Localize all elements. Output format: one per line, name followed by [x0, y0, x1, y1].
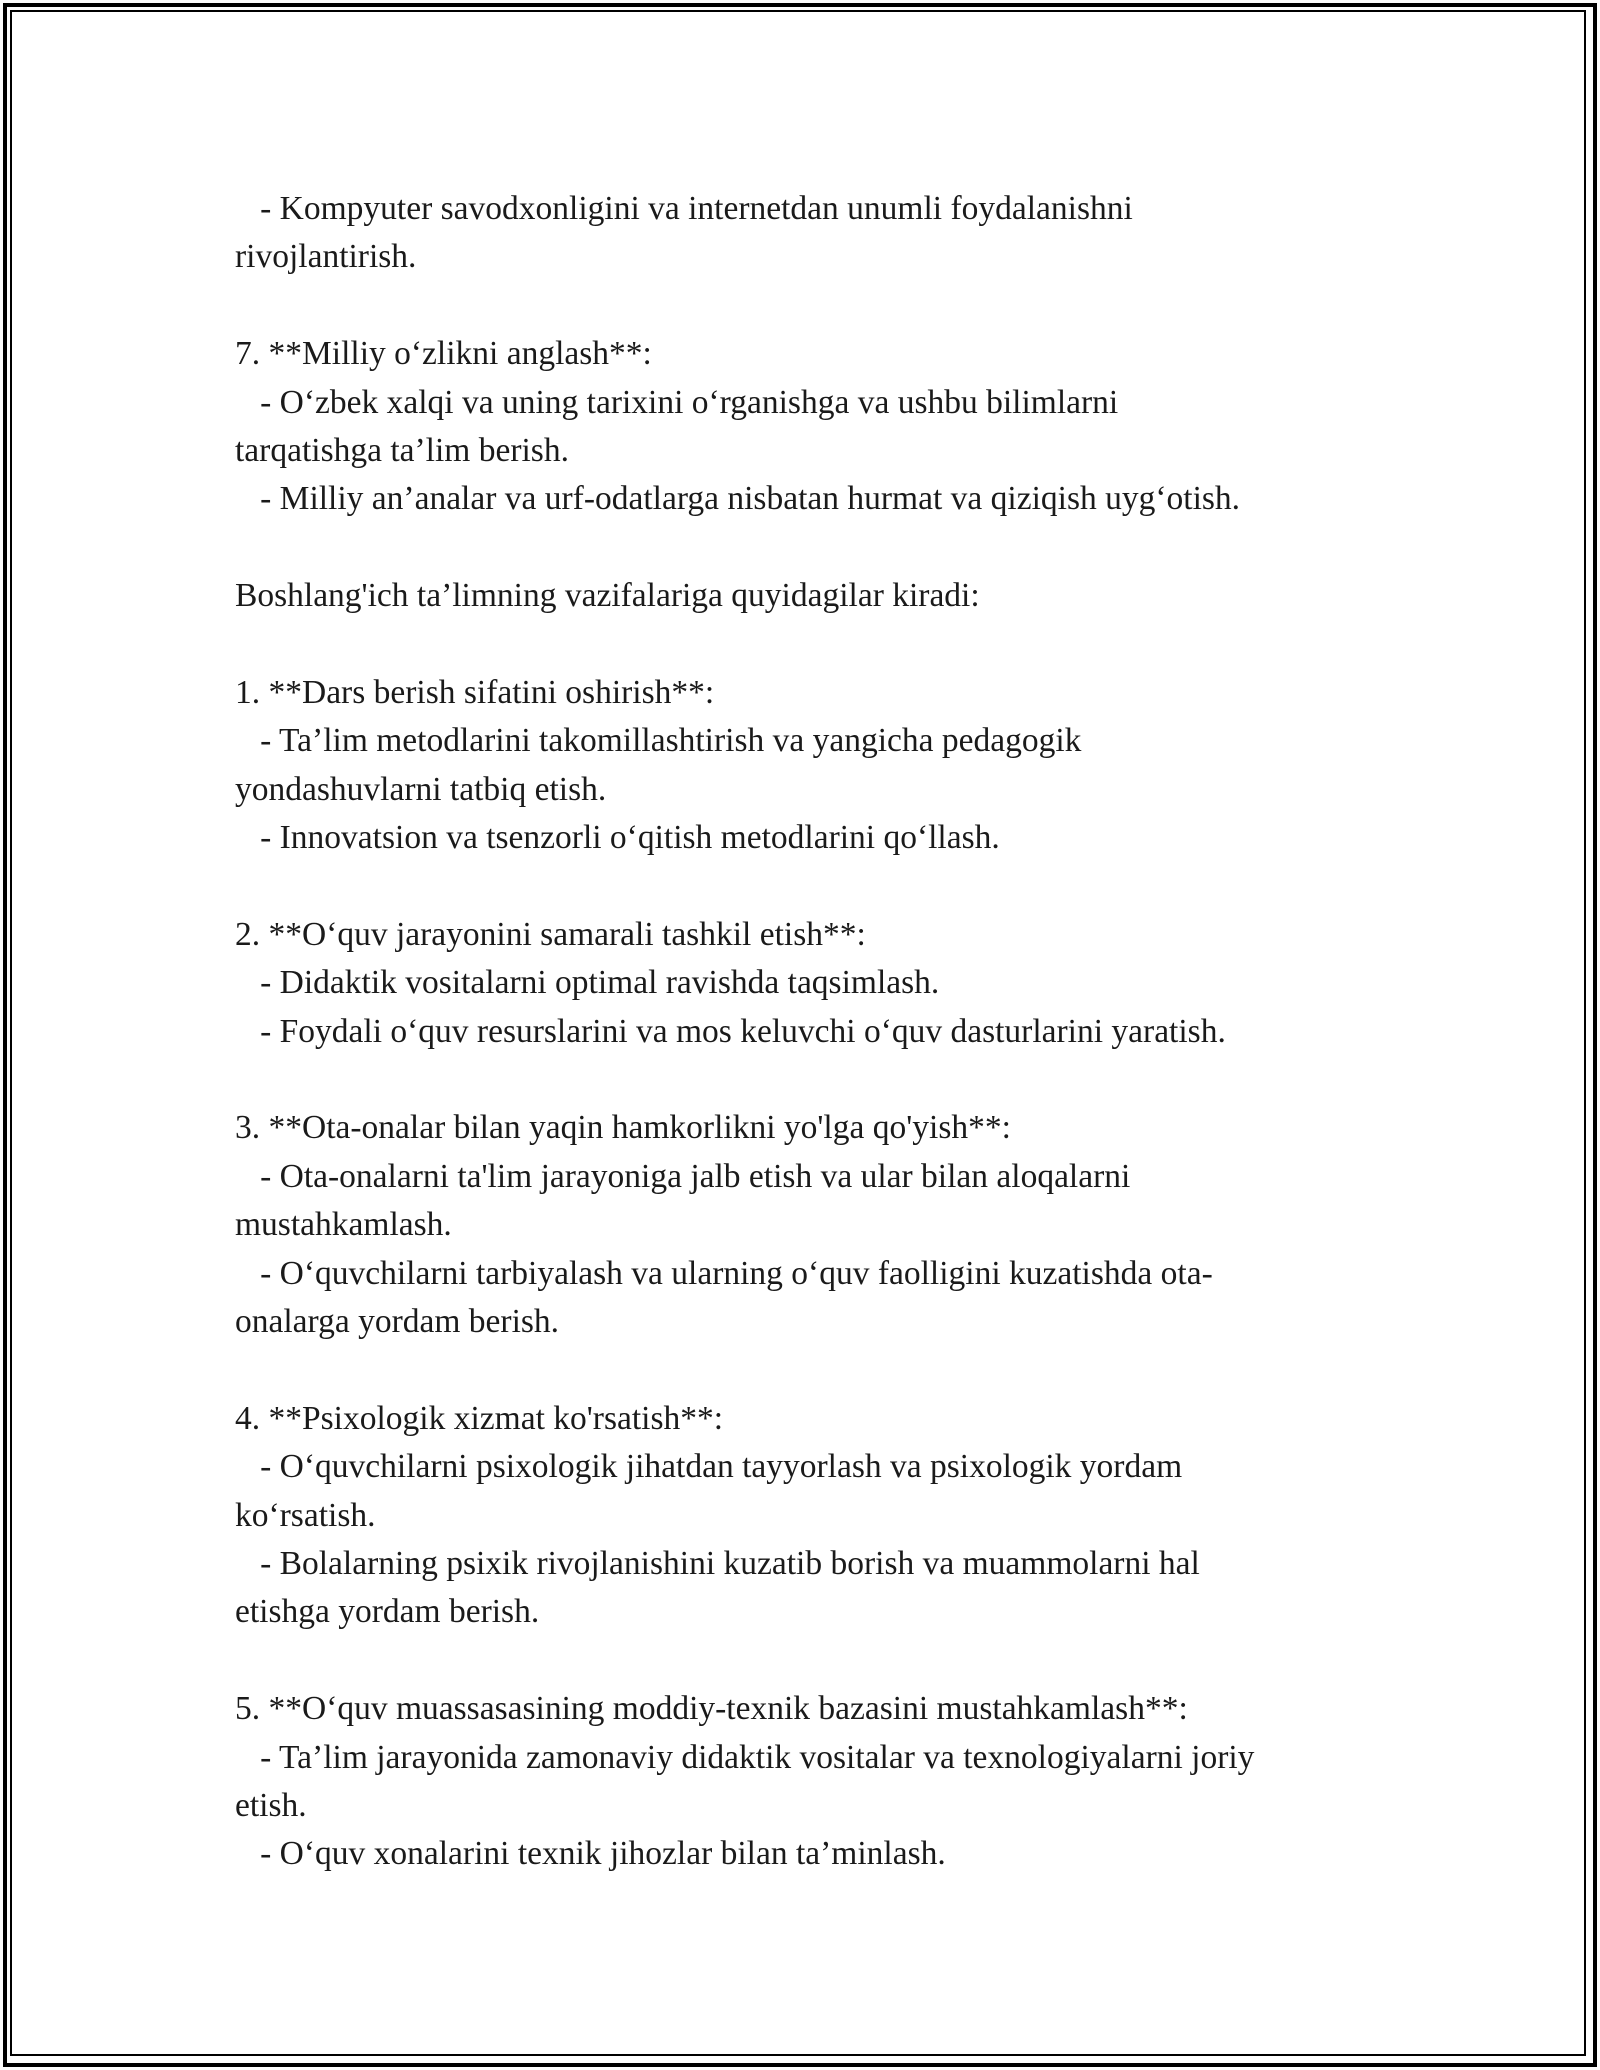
- text-line: etish.: [235, 1786, 307, 1824]
- intro-paragraph: Boshlang'ich ta’limning vazifalariga quyidagilar kiradi:: [235, 577, 980, 615]
- section-heading: 2. **O‘quv jarayonini samarali tashkil etish**:: [235, 915, 866, 953]
- text-line: - Innovatsion va tsenzorli o‘qitish metodlarini qo‘llash.: [235, 819, 1000, 857]
- text-line: - Foydali o‘quv resurslarini va mos keluvchi o‘quv dasturlarini yaratish.: [235, 1012, 1226, 1050]
- text-line: - Milliy an’analar va urf-odatlarga nisbatan hurmat va qiziqish uyg‘otish.: [235, 480, 1241, 518]
- section-heading: 5. **O‘quv muassasasining moddiy-texnik bazasini mustahkamlash**:: [235, 1690, 1188, 1728]
- blank-line: [235, 1346, 1375, 1394]
- section-heading: 7. **Milliy o‘zlikni anglash**:: [235, 335, 652, 373]
- blank-line: [235, 621, 1375, 669]
- text-line: tarqatishga ta’lim berish.: [235, 431, 569, 469]
- text-line: - O‘zbek xalqi va uning tarixini o‘rganishga va ushbu bilimlarni: [235, 383, 1119, 421]
- text-line: - O‘quvchilarni tarbiyalash va ularning o‘quv faolligini kuzatishda ota-: [235, 1254, 1213, 1292]
- blank-line: [235, 282, 1375, 330]
- section-heading: 1. **Dars berish sifatini oshirish**:: [235, 673, 715, 711]
- text-line: ko‘rsatish.: [235, 1496, 376, 1534]
- blank-line: [235, 862, 1375, 910]
- text-line: - Kompyuter savodxonligini va internetdan unumli foydalanishni: [235, 190, 1133, 227]
- section-heading: 4. **Psixologik xizmat ko'rsatish**:: [235, 1399, 724, 1437]
- section-heading: 3. **Ota-onalar bilan yaqin hamkorlikni yo'lga qo'yish**:: [235, 1109, 1011, 1147]
- text-line: - O‘quvchilarni psixologik jihatdan tayyorlash va psixologik yordam: [235, 1448, 1183, 1486]
- text-line: yondashuvlarni tatbiq etish.: [235, 770, 607, 808]
- text-line: - Didaktik vositalarni optimal ravishda taqsimlash.: [235, 964, 940, 1002]
- text-line: mustahkamlash.: [235, 1206, 452, 1244]
- text-line: etishga yordam berish.: [235, 1593, 540, 1631]
- blank-line: [235, 1056, 1375, 1104]
- text-line: - Ta’lim metodlarini takomillashtirish va yangicha pedagogik: [235, 722, 1082, 760]
- text-line: - Ota-onalarni ta'lim jarayoniga jalb etish va ular bilan aloqalarni: [235, 1157, 1131, 1195]
- text-line: onalarga yordam berish.: [235, 1302, 560, 1340]
- text-line: - Bolalarning psixik rivojlanishini kuzatib borish va muammolarni hal: [235, 1544, 1200, 1582]
- blank-line: [235, 524, 1375, 572]
- document-body: [235, 185, 1375, 1879]
- text-line: - Ta’lim jarayonida zamonaviy didaktik vositalar va texnologiyalarni joriy: [235, 1738, 1255, 1776]
- blank-line: [235, 1637, 1375, 1685]
- text-line: rivojlantirish.: [235, 238, 417, 276]
- text-line: - O‘quv xonalarini texnik jihozlar bilan ta’minlash.: [235, 1835, 946, 1873]
